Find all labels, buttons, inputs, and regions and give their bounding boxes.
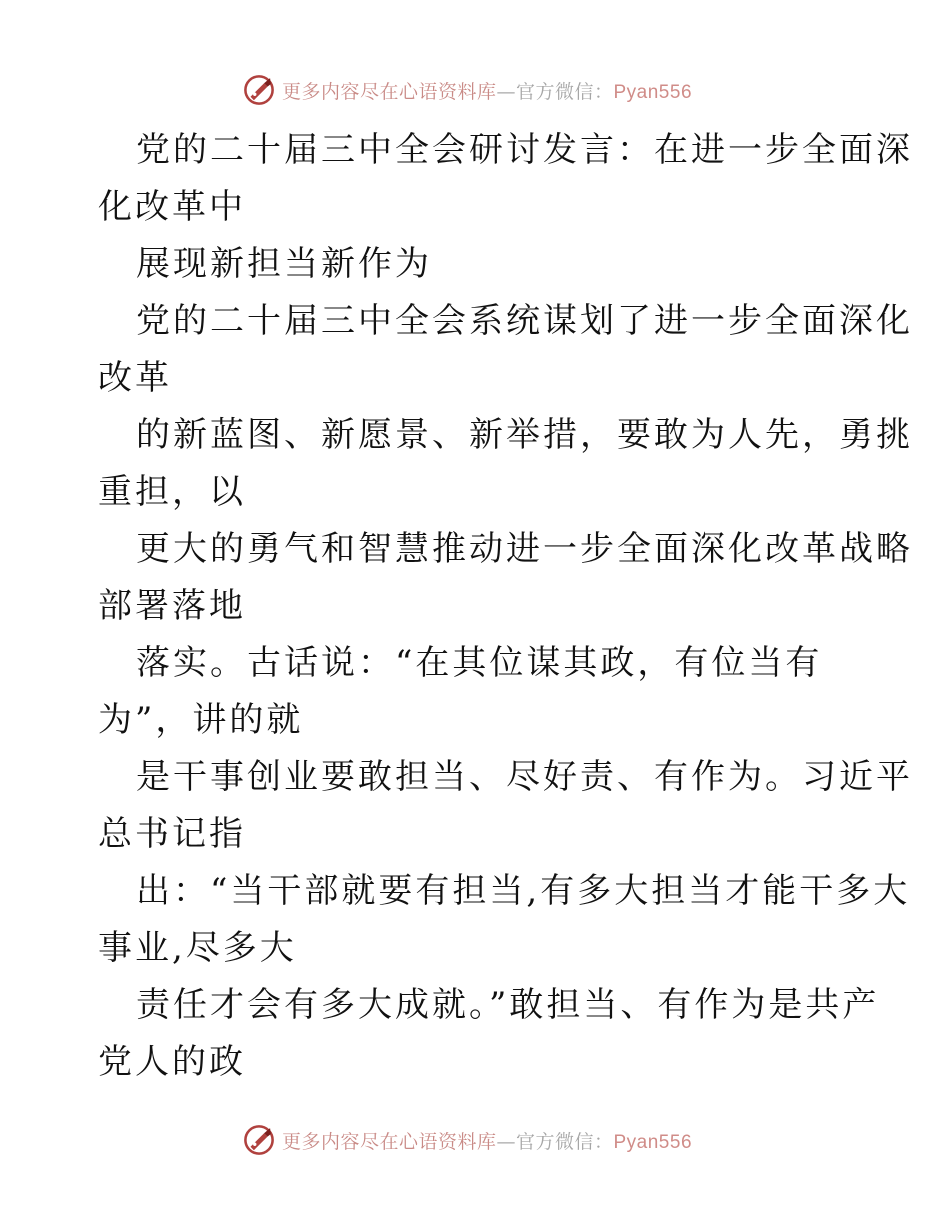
paragraph-line-continued: 党人的政 <box>98 1042 246 1082</box>
document-body <box>98 122 913 1091</box>
watermark-footer <box>0 1120 950 1160</box>
paragraph <box>98 236 858 293</box>
watermark-header <box>0 70 950 110</box>
wechat-label: 官方微信： <box>515 1130 614 1153</box>
paragraph-line: 是干事创业要敢担当、尽好责、有作为。习近平 <box>136 757 913 797</box>
paragraph-line: 党的二十届三中全会系统谋划了进一步全面深化 <box>136 301 913 341</box>
paragraph-line-continued: 事业,尽多大 <box>98 928 297 968</box>
paragraph-line-continued: 部署落地 <box>98 586 246 626</box>
brand-text: 更多内容尽在心语资料库 <box>281 1130 497 1153</box>
wechat-id: Pyan556 <box>613 1131 693 1153</box>
paragraph-line: 更大的勇气和智慧推动进一步全面深化改革战略 <box>136 529 913 569</box>
separator-dash: — <box>496 1130 516 1153</box>
paragraph <box>98 635 858 749</box>
paragraph <box>98 749 913 863</box>
paragraph-line-continued: 重担，以 <box>98 472 246 512</box>
brand-text: 更多内容尽在心语资料库 <box>281 80 497 103</box>
pen-nib-logo-icon <box>242 73 276 107</box>
paragraph-line-continued: 改革 <box>98 358 172 398</box>
paragraph-line: 党的二十届三中全会研讨发言：在进一步全面深 <box>136 130 913 170</box>
paragraph <box>98 521 913 635</box>
paragraph-line: 责任才会有多大成就。”敢担当、有作为是共产 <box>136 985 880 1025</box>
paragraph-line-continued: 化改革中 <box>98 187 246 227</box>
separator-dash: — <box>496 80 516 103</box>
wechat-id: Pyan556 <box>613 81 693 103</box>
paragraph <box>98 293 913 407</box>
paragraph-line: 落实。古话说：“在其位谋其政，有位当有 <box>136 643 823 683</box>
paragraph-line: 出：“当干部就要有担当,有多大担当才能干多大 <box>136 871 911 911</box>
wechat-label: 官方微信： <box>515 80 614 103</box>
paragraph-line-continued: 为”，讲的就 <box>98 700 304 740</box>
paragraph <box>98 407 913 521</box>
pen-nib-logo-icon <box>242 1123 276 1157</box>
paragraph-line-continued: 总书记指 <box>98 814 246 854</box>
watermark-text <box>282 77 692 104</box>
paragraph-line: 的新蓝图、新愿景、新举措，要敢为人先，勇挑 <box>136 415 913 455</box>
paragraph <box>98 122 913 236</box>
paragraph-line: 展现新担当新作为 <box>136 244 432 284</box>
paragraph <box>98 863 911 977</box>
paragraph <box>98 977 880 1091</box>
watermark-text <box>282 1127 692 1154</box>
